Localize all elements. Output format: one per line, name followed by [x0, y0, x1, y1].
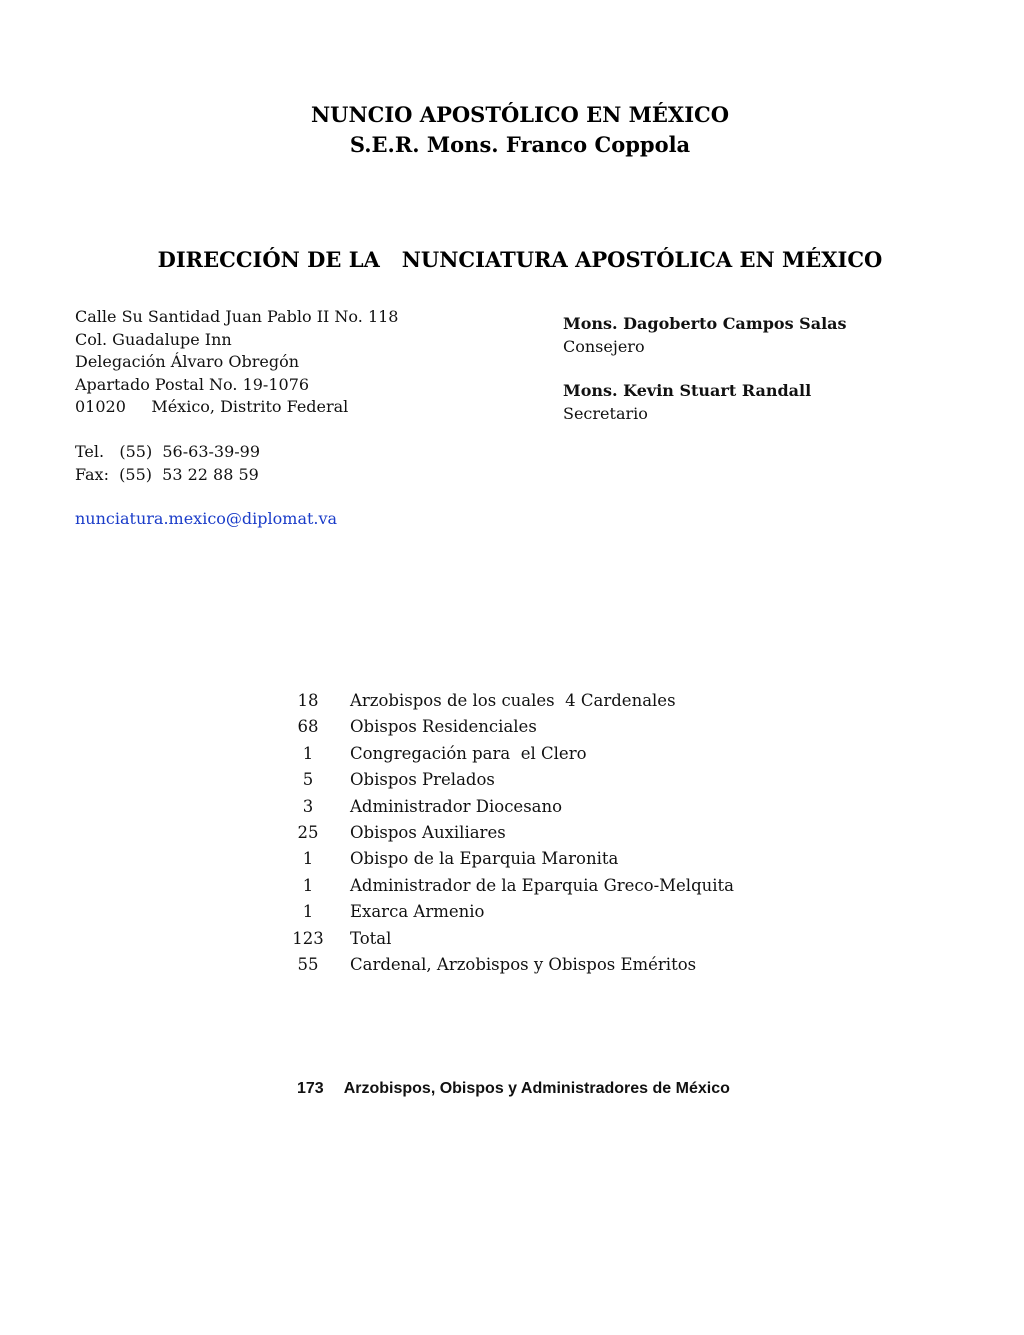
stat-count: 1 [302, 902, 314, 922]
stat-label: Arzobispos de los cuales 4 Cardenales [350, 691, 676, 710]
stat-count: 3 [302, 796, 314, 816]
section-title-direccion: DIRECCIÓN DE LA NUNCIATURA APOSTÓLICA EN MÉXICO [157, 247, 883, 272]
page-title: NUNCIO APOSTÓLICO EN MÉXICO [310, 102, 730, 127]
list-item [290, 741, 734, 767]
stat-count: 1 [302, 875, 314, 895]
email-link[interactable]: nunciatura.mexico@diplomat.va [75, 509, 338, 529]
stat-count: 68 [297, 717, 319, 737]
title-block [0, 100, 1024, 160]
stat-label: Obispo de la Eparquia Maronita [350, 849, 619, 869]
fax-number: Fax: (55) 53 22 88 59 [75, 464, 259, 484]
staff-name: Mons. Dagoberto Campos Salas [563, 314, 847, 333]
stats-list [290, 688, 734, 978]
stat-label: Cardenal, Arzobispos y Obispos Eméritos [350, 955, 697, 975]
stat-count: 123 [292, 928, 324, 948]
stat-count: 25 [297, 823, 319, 843]
footer-count: 173 [297, 1080, 324, 1097]
phone-number: Tel. (55) 56-63-39-99 [75, 441, 261, 461]
staff-block [563, 313, 847, 425]
stat-label: Exarca Armenio [350, 902, 485, 922]
stat-count: 55 [297, 955, 319, 975]
nuncio-name: S.E.R. Mons. Franco Coppola [349, 132, 691, 157]
address-city: 01020 México, Distrito Federal [75, 397, 349, 417]
list-item [290, 820, 734, 846]
list-item [290, 952, 734, 978]
footer-label: Arzobispos, Obispos y Administradores de México [343, 1080, 730, 1097]
staff-member [563, 380, 847, 425]
address-block [75, 306, 398, 531]
footer-summary [297, 1077, 730, 1101]
address-street: Calle Su Santidad Juan Pablo II No. 118 [75, 307, 399, 326]
stat-label: Administrador de la Eparquia Greco-Melquita [350, 875, 735, 895]
stat-label: Congregación para el Clero [350, 743, 587, 763]
stat-label: Obispos Auxiliares [350, 823, 506, 843]
stat-count: 5 [302, 770, 314, 790]
stat-count: 1 [302, 743, 314, 763]
stat-count: 1 [302, 849, 314, 869]
list-item [290, 714, 734, 740]
staff-member [563, 313, 847, 358]
list-item [290, 899, 734, 925]
stat-count: 18 [297, 691, 319, 710]
staff-role: Secretario [563, 403, 648, 423]
list-item [290, 873, 734, 899]
list-item [290, 767, 734, 793]
list-item [290, 926, 734, 952]
stat-label: Total [350, 928, 392, 948]
staff-name: Mons. Kevin Stuart Randall [563, 381, 812, 401]
address-apartado: Apartado Postal No. 19-1076 [75, 374, 310, 394]
address-colonia: Col. Guadalupe Inn [75, 329, 232, 349]
list-item [290, 794, 734, 820]
stat-label: Administrador Diocesano [350, 796, 563, 816]
address-delegacion: Delegación Álvaro Obregón [75, 352, 300, 372]
list-item [290, 688, 734, 714]
stat-label: Obispos Prelados [350, 770, 495, 790]
stat-label: Obispos Residenciales [350, 717, 537, 737]
list-item [290, 846, 734, 872]
address-spacer [75, 419, 398, 441]
staff-role: Consejero [563, 336, 645, 356]
